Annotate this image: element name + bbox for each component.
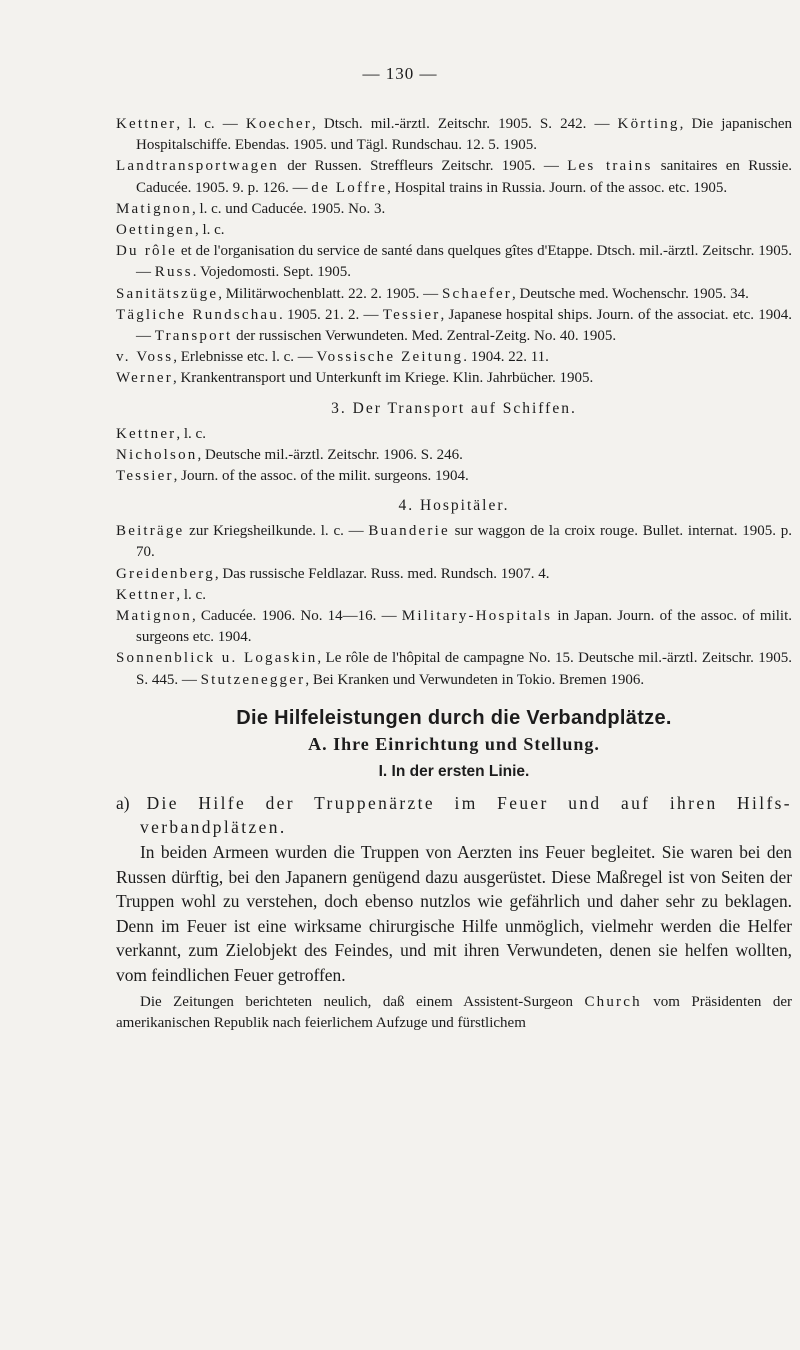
bibliography-list-2 [116, 114, 792, 390]
section-heading-hospitals: 4. Hospitäler. [398, 497, 510, 515]
small-text [116, 992, 792, 1034]
bibliography-entry: Nicholson, Deutsche mil.-ärztl. Zeitschr. 1906. S. 246. [116, 446, 463, 463]
bibliography-entry: Tägliche Rundschau. 1905. 21. 2. — Tessier, Japanese hospital ships. Journ. of the associat. etc. 1904. — Transport der russischen Verwundeten. Med. Zentral-Zeitg. No. 40. 1905. [116, 306, 792, 345]
bibliography-entry: Sonnenblick u. Logaskin, Le rôle de l'hôpital de campagne No. 15. Deutsche mil.-ärztl. Zeitschr. 1905. S. 445. — Stutzenegger, Bei Kranken und Verwundeten in Tokio. Bremen 1906. [116, 650, 793, 688]
bibliography-list-3 [116, 424, 792, 488]
page-number: — 130 — [362, 64, 438, 83]
bibliography-entry: Matignon, Caducée. 1906. No. 14—16. — Military-Hospitals in Japan. Journ. of the assoc. of milit. surgeons etc. 1904. [116, 608, 793, 646]
bibliography-entry: Beiträge zur Kriegsheilkunde. l. c. — Buanderie sur waggon de la croix rouge. Bullet. internat. 1905. p. 70. [116, 523, 792, 561]
bibliography-entry: Werner, Krankentransport und Unterkunft im Kriege. Klin. Jahrbücher. 1905. [116, 370, 594, 387]
section-heading-ships: 3. Der Transport auf Schiffen. [331, 399, 577, 417]
bibliography-list-4 [116, 521, 792, 691]
bibliography-entry: Tessier, Journ. of the assoc. of the milit. surgeons. 1904. [116, 468, 469, 485]
bibliography-entry: v. Voss, Erlebnisse etc. l. c. — Vossische Zeitung. 1904. 22. 11. [116, 349, 549, 366]
bibliography-entry: Sanitätszüge, Militärwochenblatt. 22. 2. 1905. — Schaefer, Deutsche med. Wochenschr. 1905. 34. [116, 285, 749, 302]
bibliography-entry: Greidenberg, Das russische Feldlazar. Russ. med. Rundsch. 1907. 4. [116, 565, 550, 582]
bibliography-entry: Landtransportwagen der Russen. Streffleurs Zeitschr. 1905. — Les trains sanitaires en Russie. Caducée. 1905. 9. p. 126. — de Loffre, Hospital trains in Russia. Journ. of the assoc. etc. 1905. [116, 158, 792, 196]
body-text [116, 791, 792, 988]
section-title: A. Ihre Einrichtung und Stellung. [308, 733, 600, 754]
subsection-title: I. In der ersten Linie. [378, 762, 530, 780]
bibliography-entry: Oettingen, l. c. [116, 222, 225, 239]
chapter-title: Die Hilfeleistungen durch die Verbandplätze. [236, 706, 672, 729]
paragraph-heading: a) Die Hilfe der Truppenärzte im Feuer und auf ihren Hilfs-verbandplätzen. [116, 792, 792, 838]
paragraph: In beiden Armeen wurden die Truppen von Aerzten ins Feuer begleitet. Sie waren bei den Russen dürftig, bei den Japanern genügend dazu ausgerüstet. Diese Maßregel ist von Seiten der Truppen wohl zu verstehen, doch ebenso nutzlos wie gefährlich und daher sehr zu beklagen. Denn im Feuer ist eine wirksame chirurgische Hilfe unmöglich, vielmehr werden die Helfer verkannt, zum Zielobjekt des Feindes, und mit ihren Verwundeten, denen sie helfen wollten, vom feindlichen Feuer getroffen. [116, 842, 792, 986]
paragraph: Die Zeitungen berichteten neulich, daß einem Assistent-Surgeon Church vom Präsidenten der amerikanischen Republik nach feierlichem Aufzuge und fürstlichem [116, 993, 792, 1031]
bibliography-entry: Kettner, l. c. [116, 425, 206, 442]
bibliography-entry: Du rôle et de l'organisation du service de santé dans quelques gîtes d'Etappe. Dtsch. mil.-ärztl. Zeitschr. 1905. — Russ. Vojedomosti. Sept. 1905. [116, 243, 792, 281]
page-content [116, 114, 792, 1034]
bibliography-entry: Matignon, l. c. und Caducée. 1905. No. 3. [116, 200, 386, 217]
bibliography-entry: Kettner, l. c. [116, 586, 206, 603]
bibliography-entry: Kettner, l. c. — Koecher, Dtsch. mil.-ärztl. Zeitschr. 1905. S. 242. — Körting, Die japanischen Hospitalschiffe. Ebendas. 1905. und Tägl. Rundschau. 12. 5. 1905. [116, 116, 792, 154]
